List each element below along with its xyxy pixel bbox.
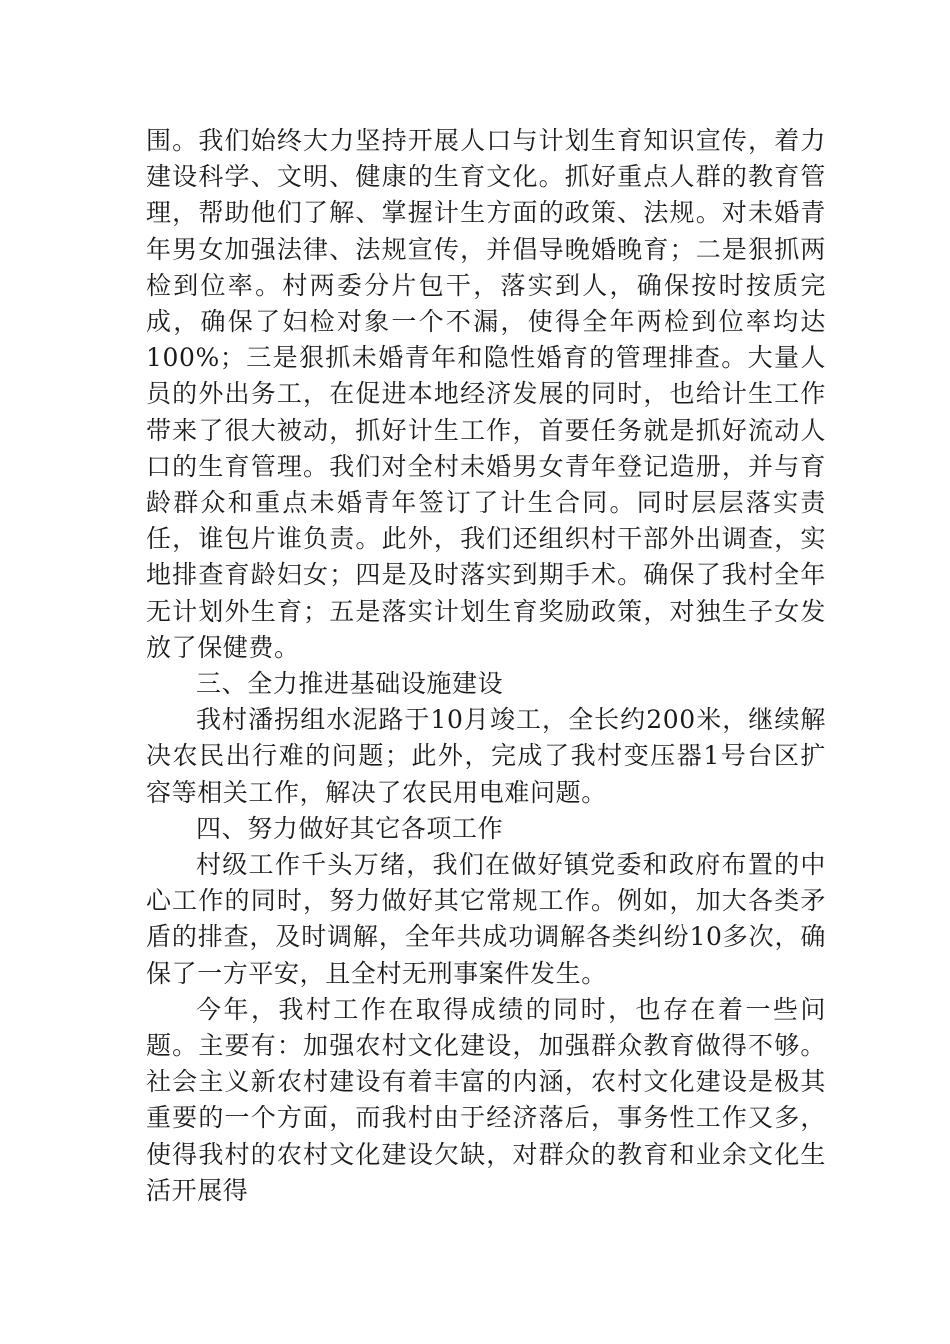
section-heading-infrastructure: 三、全力推进基础设施建设 [196,669,504,699]
document-body [146,123,826,1209]
paragraph-other-work: 村级工作千头万绪，我们在做好镇党委和政府布置的中心工作的同时，努力做好其它常规工作。例如，加大各类矛盾的排查，及时调解，全年共成功调解各类纠纷10多次，确保了一方平安，且全村无刑事案件发生。 [146,850,826,988]
paragraph-infrastructure: 我村潘拐组水泥路于10月竣工，全长约200米，继续解决农民出行难的问题；此外，完成了我村变压器1号台区扩容等相关工作，解决了农民用电难问题。 [146,705,826,807]
section-heading-other-work: 四、努力做好其它各项工作 [196,813,504,843]
paragraph-family-planning: 围。我们始终大力坚持开展人口与计划生育知识宣传，着力建设科学、文明、健康的生育文化。抓好重点人群的教育管理，帮助他们了解、掌握计生方面的政策、法规。对未婚青年男女加强法律、法规宣传，并倡导晚婚晚育；二是狠抓两检到位率。村两委分片包干，落实到人，确保按时按质完成，确保了妇检对象一个不漏，使得全年两检到位率均达100%；三是狠抓未婚青年和隐性婚育的管理排查。大量人员的外出务工，在促进本地经济发展的同时，也给计生工作带来了很大被动，抓好计生工作，首要任务就是抓好流动人口的生育管理。我们对全村未婚男女青年登记造册，并与育龄群众和重点未婚青年签订了计生合同。同时层层落实责任，谁包片谁负责。此外，我们还组织村干部外出调查，实地排查育龄妇女；四是及时落实到期手术。确保了我村全年无计划外生育；五是落实计划生育奖励政策，对独生子女发放了保健费。 [146,126,826,662]
paragraph-problems: 今年，我村工作在取得成绩的同时，也存在着一些问题。主要有：加强农村文化建设，加强群众教育做得不够。社会主义新农村建设有着丰富的内涵，农村文化建设是极其重要的一个方面，而我村由于经济落后，事务性工作又多，使得我村的农村文化建设欠缺，对群众的教育和业余文化生活开展得 [146,994,826,1205]
